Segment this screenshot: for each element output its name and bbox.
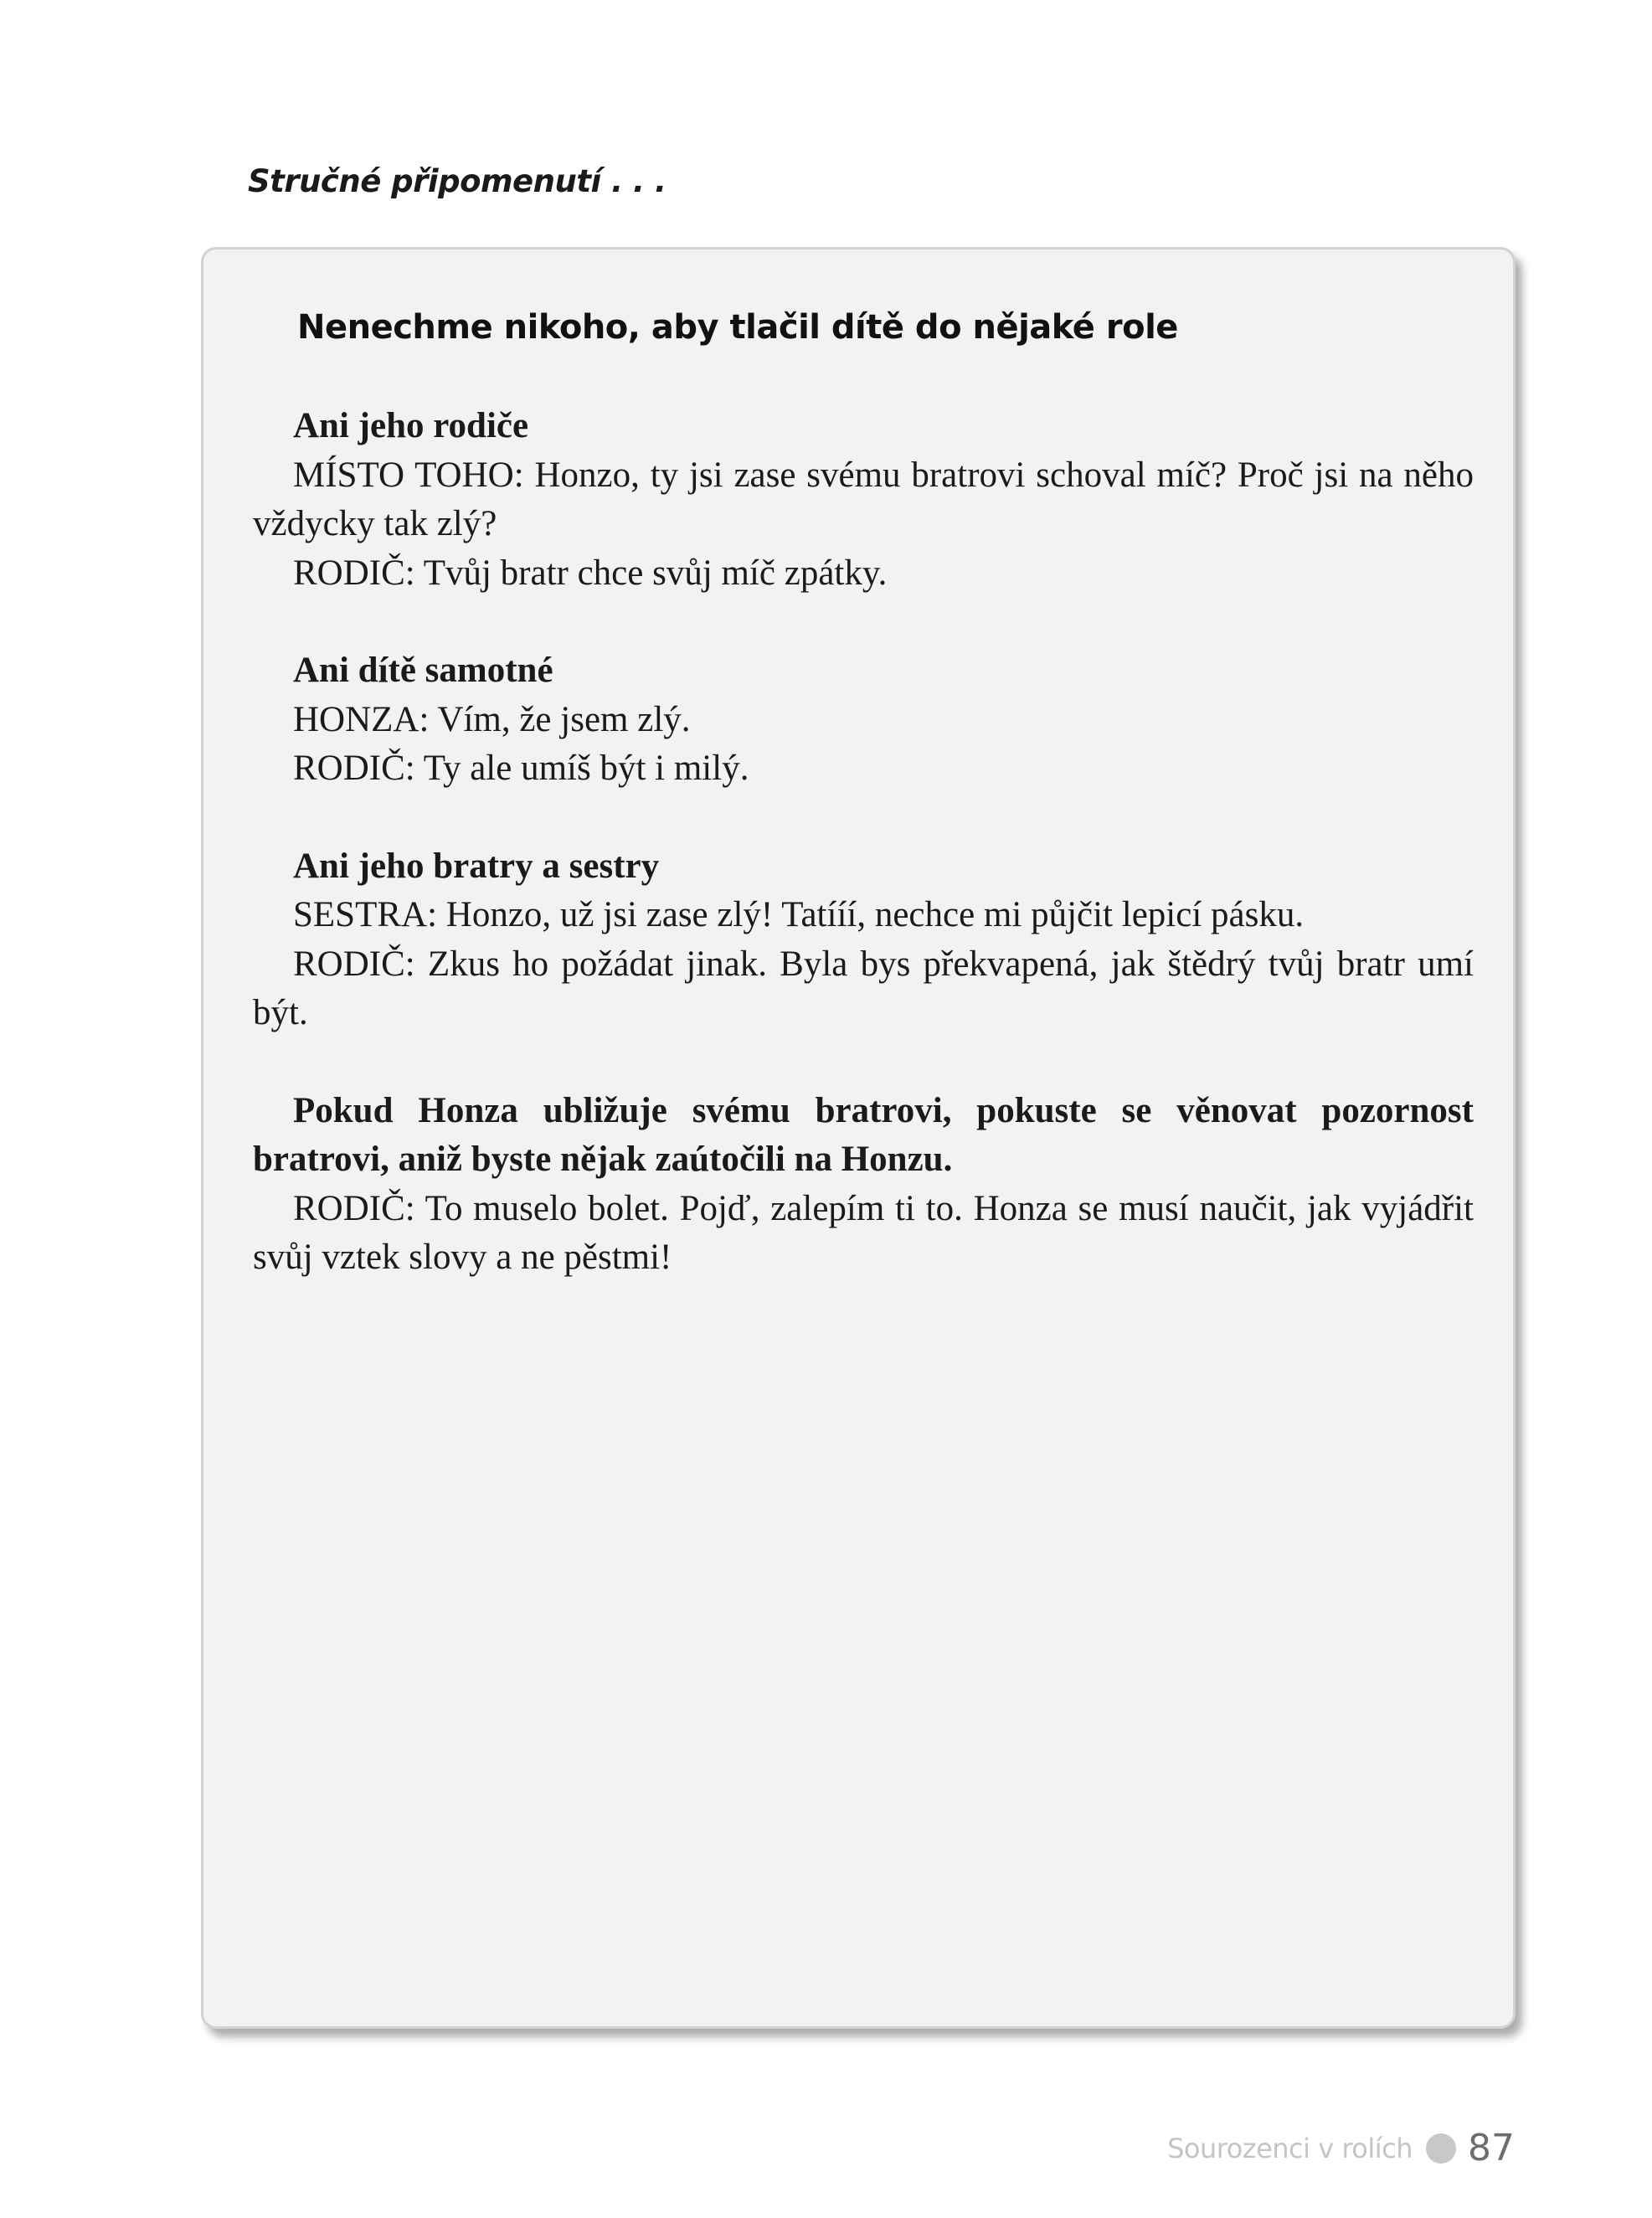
dialogue-line: RODIČ: Ty ale umíš být i milý.	[293, 749, 749, 788]
section-heading: Ani jeho bratry a sestry	[293, 846, 660, 886]
dialogue-line: RODIČ: Tvůj bratr chce svůj míč zpátky.	[293, 553, 888, 593]
section-heading: Ani jeho rodiče	[293, 406, 529, 445]
page-footer	[1167, 2127, 1515, 2169]
box-heading: Nenechme nikoho, aby tlačil dítě do nějaké role	[297, 308, 1178, 347]
dialogue-line: RODIČ: Zkus ho požádat jinak. Byla bys překvapená, jak štědrý tvůj bratr umí být.	[253, 944, 1474, 1032]
section-parents	[253, 402, 1474, 598]
section-heading: Ani dítě samotné	[293, 651, 553, 690]
dialogue-line: SESTRA: Honzo, už jsi zase zlý! Tatííí, nechce mi půjčit lepicí pásku.	[293, 895, 1305, 934]
section-hurting-brother	[253, 1087, 1474, 1283]
dialogue-line: MÍSTO TOHO: Honzo, ty jsi zase svému bratrovi schoval míč? Proč jsi na něho vždycky tak zlý?	[253, 455, 1474, 543]
section-siblings	[253, 842, 1474, 1038]
footer-dot-icon	[1426, 2133, 1456, 2164]
dialogue-line: HONZA: Vím, že jsem zlý.	[293, 699, 691, 739]
box-content	[253, 402, 1474, 1331]
footer-book-title: Sourozenci v rolích	[1167, 2132, 1413, 2164]
page-number: 87	[1468, 2127, 1515, 2169]
running-head: Stručné připomenutí . . .	[248, 163, 666, 199]
section-child	[253, 646, 1474, 794]
section-heading: Pokud Honza ubližuje svému bratrovi, pokuste se věnovat pozornost bratrovi, aniž byste nějak zaútočili na Honzu.	[253, 1090, 1474, 1179]
dialogue-line: RODIČ: To muselo bolet. Pojď, zalepím ti to. Honza se musí naučit, jak vyjádřit svůj vztek slovy a ne pěstmi!	[253, 1188, 1474, 1277]
